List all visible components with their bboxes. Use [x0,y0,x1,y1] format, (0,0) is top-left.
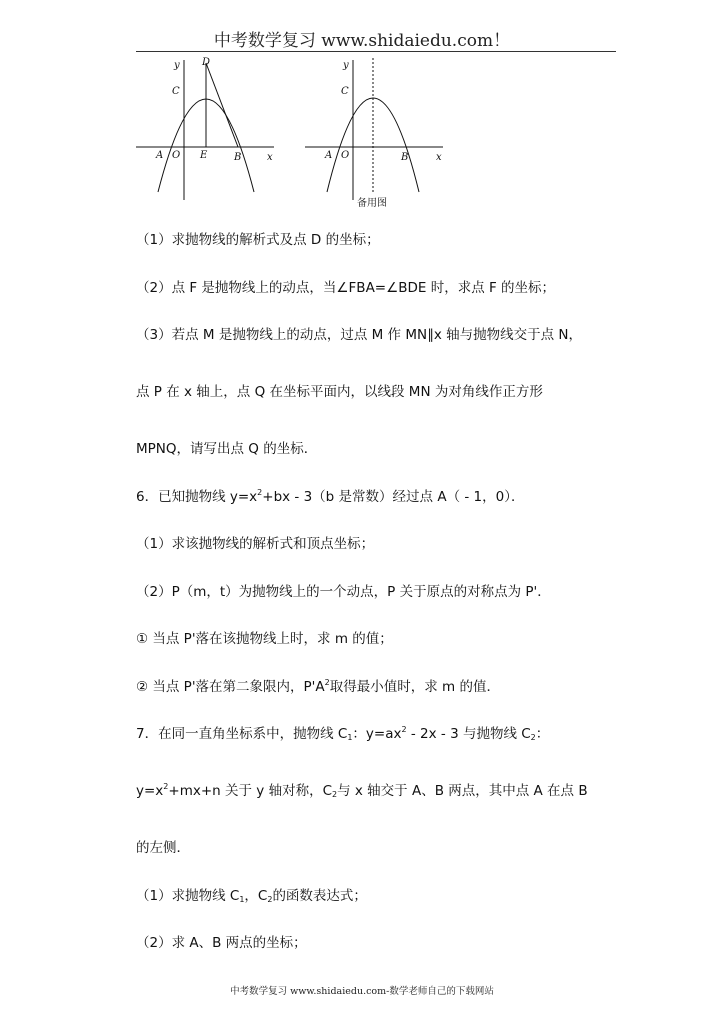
parabola-curve [327,98,419,192]
header-rule [136,51,616,52]
label-A: A [325,150,333,161]
label-B: B [401,152,409,163]
p6-stem: 6．已知抛物线 $y=x^2+bx - 3(b$ 是常数）经过点 A（ - 1，0）． [136,488,525,505]
page-footer: 中考数学复习 www.shidaiedu.com-数学老师自己的下载网站 [230,986,494,997]
p5-question-1: （1）求抛物线的解析式及点 D 的坐标； [136,232,380,248]
label-E: E [200,150,208,161]
p5-question-3-line3: MPNQ，请写出点 Q 的坐标． [136,441,318,457]
label-C: C [341,86,349,97]
page-header: 中考数学复习 www.shidaiedu.com！ [213,31,511,51]
label-B: B [234,152,242,163]
figure-main-graph [134,54,284,204]
label-y: y [174,60,180,71]
label-y: y [343,60,349,71]
label-O: O [172,150,181,161]
p7-stem-line2: $y=x^2+mx+n$ 关于 y 轴对称，$C_2$与 x 轴交于 A、B 两点，其中点 A 在点 B [136,782,588,799]
label-C: C [172,86,180,97]
p6-question-1: （1）求该抛物线的解析式和顶点坐标； [136,536,375,552]
p5-question-3-line1: （3）若点 M 是抛物线上的动点，过点 M 作 MN∥x 轴与抛物线交于点 N， [136,327,583,343]
label-O: O [341,150,350,161]
figure-caption: 备用图 [357,198,387,209]
p7-question-1: （1）求抛物线 $C_1$，$C_2$的函数表达式； [136,888,367,904]
p5-question-3-line2: 点 P 在 x 轴上，点 Q 在坐标平面内，以线段 MN 为对角线作正方形 [136,384,543,400]
p6-question-2-part1: ① 当点 P'落在该抛物线上时，求 m 的值； [136,631,393,647]
p7-question-2: （2）求 A、B 两点的坐标； [136,935,307,951]
p6-question-2-part2: ② 当点 P'落在第二象限内，$P'A^2$取得最小值时，求 m 的值． [136,678,500,695]
figure-backup-graph [303,54,453,214]
p6-question-2: （2）P（m，t）为抛物线上的一个动点，P 关于原点的对称点为 P'． [136,584,551,600]
p7-stem-line3: 的左侧． [136,840,190,856]
label-D: D [202,57,211,68]
p7-stem-line1: 7．在同一直角坐标系中，抛物线 $C_1$：$y=ax^2 - 2x - 3$ 与抛物线 $C_2$： [136,725,550,742]
segment-DB [206,63,238,147]
p5-question-2: （2）点 F 是抛物线上的动点，当∠FBA=∠BDE 时，求点 F 的坐标； [136,280,556,296]
label-x: x [267,152,273,163]
label-A: A [156,150,164,161]
label-x: x [436,152,442,163]
